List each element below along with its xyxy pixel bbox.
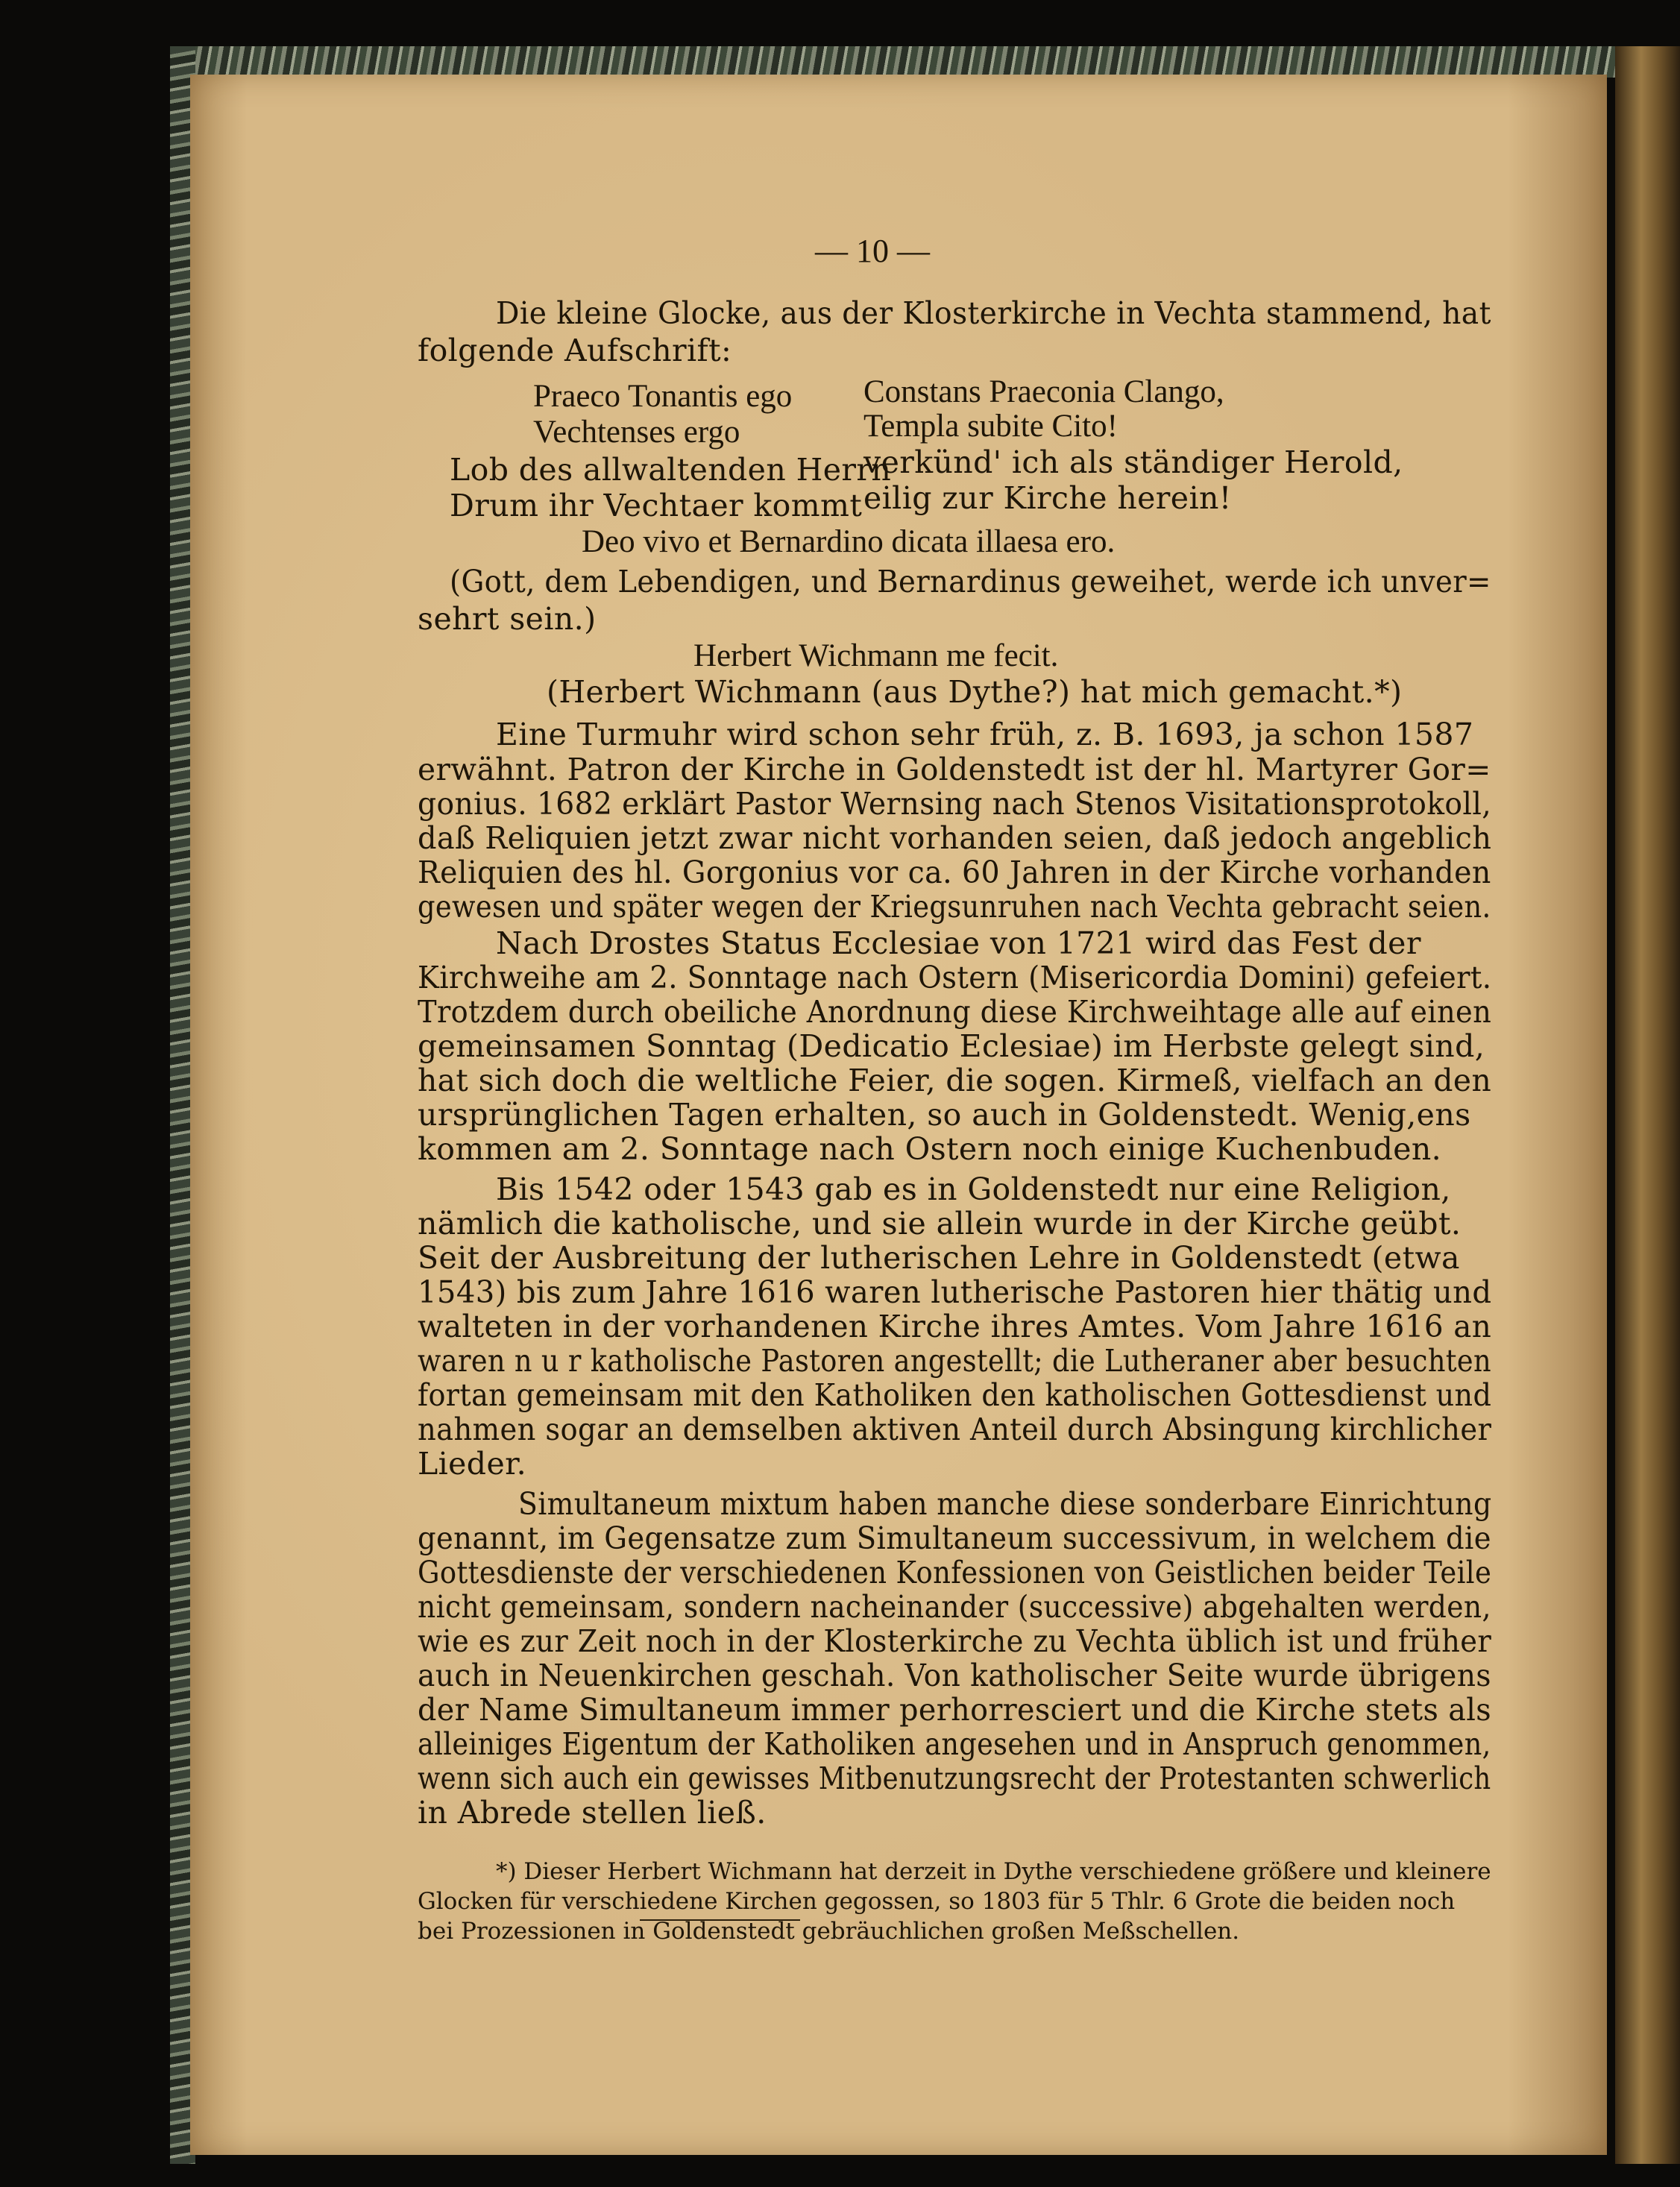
paragraph-line: Herbert Wichmann me fecit. (693, 638, 1059, 673)
paragraph-line: Bis 1542 oder 1543 gab es in Goldenstedt nur eine Religion, (496, 1171, 1451, 1207)
page-number: — 10 — (815, 233, 930, 269)
paragraph-line: Reliquien des hl. Gorgonius vor ca. 60 Jahren in der Kirche vorhanden (418, 855, 1491, 890)
paragraph-line: gewesen und später wegen der Kriegsunruhen nach Vechta gebracht seien. (418, 889, 1491, 925)
footnote-line: *) Dieser Herbert Wichmann hat derzeit in Dythe verschiedene größere und kleinere (496, 1858, 1491, 1885)
paragraph-line: Nach Drostes Status Ecclesiae von 1721 wird das Fest der (496, 925, 1421, 961)
inscription-latin-2a: Vechtenses ergo (533, 415, 740, 450)
paragraph-line: Kirchweihe am 2. Sonntage nach Ostern (Misericordia Domini) gefeiert. (418, 960, 1492, 995)
paragraph-line: sehrt sein.) (418, 601, 597, 637)
paragraph-line: waren n u r katholische Pastoren angestellt; die Lutheraner aber besuchten (418, 1343, 1491, 1379)
paragraph-line: gonius. 1682 erklärt Pastor Wernsing nach Stenos Visitationsprotokoll, (418, 786, 1492, 822)
inscription-german-1b: verkünd' ich als ständiger Herold, (863, 444, 1403, 480)
paragraph-line: gemeinsamen Sonntag (Dedicatio Eclesiae) im Herbste gelegt sind, (418, 1028, 1485, 1064)
footnote-line: Glocken für verschiedene Kirchen gegossen, so 1803 für 5 Thlr. 6 Grote die beiden noch (418, 1888, 1456, 1915)
paragraph-line: in Abrede stellen ließ. (418, 1795, 767, 1831)
paragraph-line: Seit der Ausbreitung der lutherischen Lehre in Goldenstedt (etwa (418, 1240, 1460, 1276)
paragraph-line: wie es zur Zeit noch in der Klosterkirche zu Vechta üblich ist und früher (418, 1623, 1492, 1659)
paragraph-line: Trotzdem durch obeiliche Anordnung diese Kirchweihtage alle auf einen (418, 994, 1492, 1030)
paragraph-line: Eine Turmuhr wird schon sehr früh, z. B. 1693, ja schon 1587 (496, 717, 1474, 752)
paragraph-line: nahmen sogar an demselben aktiven Anteil durch Absingung kirchlicher (418, 1412, 1492, 1447)
paragraph-line: Simultaneum mixtum haben manche diese sonderbare Einrichtung (518, 1486, 1492, 1522)
paragraph-line: hat sich doch die weltliche Feier, die sogen. Kirmeß, vielfach an den (418, 1063, 1492, 1098)
marbled-cover-edge-top (170, 46, 1620, 78)
paragraph-line: walteten in der vorhandenen Kirche ihres Amtes. Vom Jahre 1616 an (418, 1309, 1492, 1344)
paragraph-line: Die kleine Glocke, aus der Klosterkirche in Vechta stammend, hat (496, 295, 1491, 331)
paragraph-line: daß Reliquien jetzt zwar nicht vorhanden seien, daß jedoch angeblich (418, 820, 1492, 856)
paragraph-line: Deo vivo et Bernardino dicata illaesa ero. (582, 524, 1116, 559)
paragraph-line: Gottesdienste der verschiedenen Konfessionen von Geistlichen beider Teile (418, 1555, 1492, 1590)
paragraph-line: erwähnt. Patron der Kirche in Goldenstedt ist der hl. Martyrer Gor= (418, 752, 1491, 787)
paragraph-line: genannt, im Gegensatze zum Simultaneum successivum, in welchem die (418, 1520, 1491, 1556)
paragraph-line: alleiniges Eigentum der Katholiken angesehen und in Anspruch genommen, (418, 1726, 1491, 1762)
paragraph-line: wenn sich auch ein gewisses Mitbenutzungsrecht der Protestanten schwerlich (418, 1760, 1491, 1796)
book-spine-edge (1615, 46, 1680, 2164)
paragraph-line: Lieder. (418, 1446, 527, 1482)
inscription-german-2b: eilig zur Kirche herein! (863, 480, 1232, 516)
paragraph-line: (Herbert Wichmann (aus Dythe?) hat mich gemacht.*) (547, 674, 1403, 710)
inscription-latin-2b: Templa subite Cito! (863, 409, 1118, 444)
paragraph-line: fortan gemeinsam mit den Katholiken den katholischen Gottesdienst und (418, 1377, 1492, 1413)
book-page (190, 75, 1607, 2155)
paragraph-line: kommen am 2. Sonntage nach Ostern noch einige Kuchenbuden. (418, 1131, 1442, 1167)
inscription-german-2a: Drum ihr Vechtaer kommt (450, 488, 863, 523)
inscription-latin-1a: Praeco Tonantis ego (533, 379, 793, 414)
paragraph-line: 1543) bis zum Jahre 1616 waren lutherische Pastoren hier thätig und (418, 1274, 1492, 1310)
inscription-latin-1b: Constans Praeconia Clango, (863, 374, 1224, 409)
paragraph-line: auch in Neuenkirchen geschah. Von katholischer Seite wurde übrigens (418, 1658, 1491, 1693)
paragraph-line: folgende Aufschrift: (418, 333, 732, 368)
paragraph-line: (Gott, dem Lebendigen, und Bernardinus geweihet, werde ich unver= (450, 564, 1491, 600)
paragraph-line: der Name Simultaneum immer perhorresciert und die Kirche stets als (418, 1692, 1492, 1728)
footnote-line: bei Prozessionen in Goldenstedt gebräuchlichen großen Meßschellen. (418, 1918, 1240, 1945)
inscription-german-1a: Lob des allwaltenden Herrn (450, 452, 892, 488)
paragraph-line: ursprünglichen Tagen erhalten, so auch in Goldenstedt. Wenig,ens (418, 1097, 1471, 1133)
paragraph-line: nicht gemeinsam, sondern nacheinander (successive) abgehalten werden, (418, 1589, 1491, 1625)
paragraph-line: nämlich die katholische, und sie allein wurde in der Kirche geübt. (418, 1206, 1462, 1242)
